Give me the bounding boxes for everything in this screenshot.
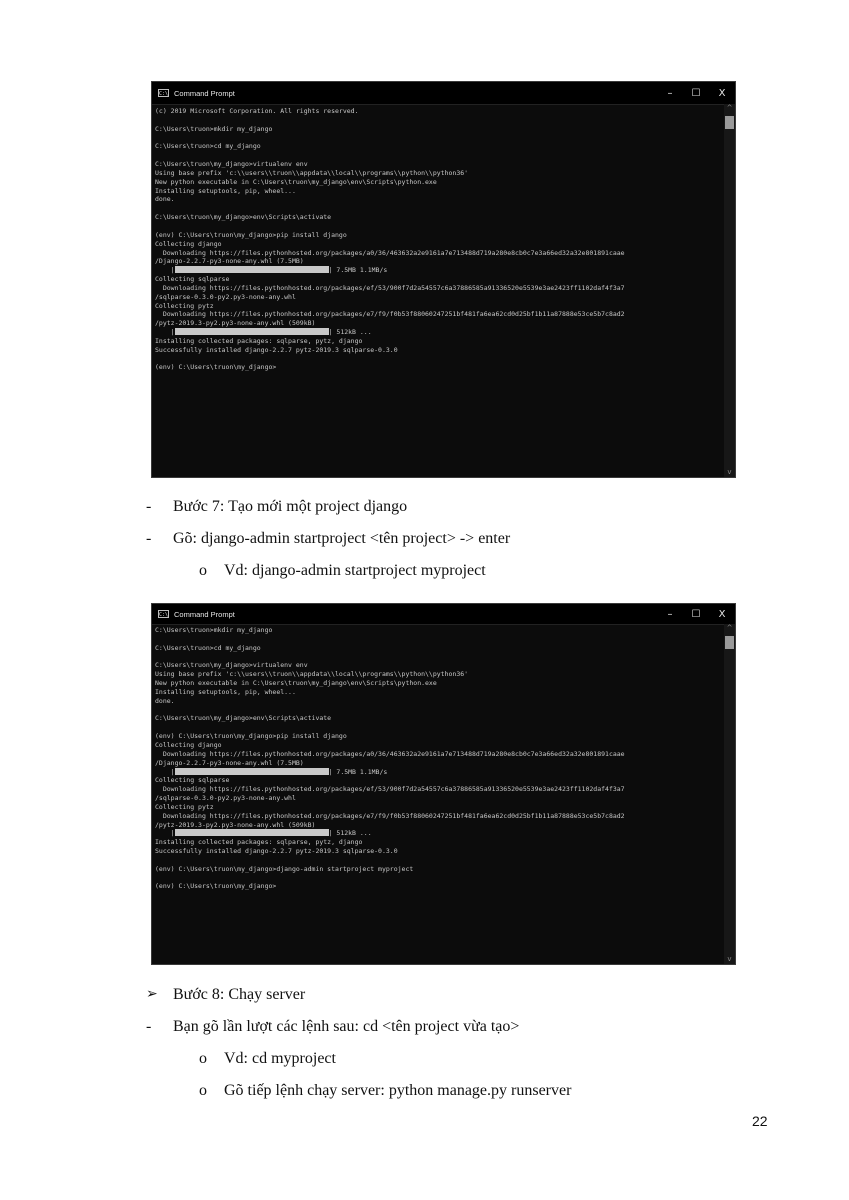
bullet-dash: - xyxy=(146,1018,152,1035)
scroll-thumb[interactable] xyxy=(725,636,734,649)
console-line xyxy=(155,874,721,883)
console-line: Installing collected packages: sqlparse, pytz, django xyxy=(155,336,363,345)
console-line: Using base prefix 'c:\\users\\truon\\appdata\\local\\programs\\python\\python36' xyxy=(155,168,469,177)
minimize-button[interactable]: – xyxy=(667,608,673,620)
console-line: C:\Users\truon>mkdir my_django xyxy=(155,124,273,133)
console-line: Using base prefix 'c:\\users\\truon\\appdata\\local\\programs\\python\\python36' xyxy=(155,670,469,679)
console-line: Collecting sqlparse xyxy=(155,776,230,785)
console-line xyxy=(155,706,721,715)
scrollbar[interactable] xyxy=(724,104,735,477)
console-output[interactable] xyxy=(152,105,735,372)
console-line: C:\Users\truon\my_django>virtualenv env xyxy=(155,160,308,169)
console-line: Collecting django xyxy=(155,239,222,248)
console-line xyxy=(155,328,721,337)
console-line xyxy=(155,116,721,125)
console-line: Successfully installed django-2.2.7 pytz-2019.3 sqlparse-0.3.0 xyxy=(155,847,398,856)
console-line: Installing setuptools, pip, wheel... xyxy=(155,186,296,195)
console-output[interactable] xyxy=(152,625,735,891)
example-cd-text: Vd: cd myproject xyxy=(224,1050,336,1067)
bullet-arrow: ➢ xyxy=(146,987,158,1002)
console-line: done. xyxy=(155,195,175,204)
console-line: /Django-2.2.7-py3-none-any.whl (7.5MB) xyxy=(155,257,304,266)
page-number: 22 xyxy=(752,1113,768,1129)
console-line: Collecting pytz xyxy=(155,301,214,310)
scrollbar[interactable] xyxy=(724,624,735,964)
console-line xyxy=(155,222,721,231)
scroll-up-icon[interactable]: ^ xyxy=(726,624,733,632)
scroll-thumb[interactable] xyxy=(725,116,734,129)
scroll-down-icon[interactable]: v xyxy=(727,468,732,476)
step-8-heading: Bước 8: Chạy server xyxy=(173,986,306,1003)
command-prompt-window-2 xyxy=(151,603,736,965)
console-line xyxy=(155,134,721,143)
console-line: C:\Users\truon>mkdir my_django xyxy=(155,626,273,634)
window-title: Command Prompt xyxy=(174,609,235,619)
console-line: /pytz-2019.3-py2.py3-none-any.whl (509kB) xyxy=(155,319,316,328)
titlebar[interactable] xyxy=(152,604,735,625)
console-line: Downloading https://files.pythonhosted.org/packages/ef/53/900f7d2a54557c6a37886585a91336520e5539e3ae2423ff1102daf4f3a7 xyxy=(155,283,625,292)
console-line: New python executable in C:\Users\truon\my_django\env\Scripts\python.exe xyxy=(155,679,437,688)
progress-bar xyxy=(175,768,329,775)
bullet-circle: o xyxy=(199,1050,207,1067)
console-line xyxy=(155,151,721,160)
scroll-up-icon[interactable]: ^ xyxy=(726,104,733,112)
progress-text: | 7.5MB 1.1MB/s xyxy=(328,266,388,275)
console-line xyxy=(155,768,721,777)
console-line: Installing collected packages: sqlparse, pytz, django xyxy=(155,838,363,847)
bullet-dash: - xyxy=(146,530,152,547)
console-line-prefix: | xyxy=(155,266,175,275)
console-line: C:\Users\truon>cd my_django xyxy=(155,142,261,151)
progress-text: | 512kB ... xyxy=(328,829,372,838)
console-line: C:\Users\truon>cd my_django xyxy=(155,643,261,652)
progress-text: | 7.5MB 1.1MB/s xyxy=(328,767,388,776)
console-line xyxy=(155,266,721,275)
console-line: done. xyxy=(155,696,175,705)
console-line xyxy=(155,653,721,662)
console-line: Downloading https://files.pythonhosted.org/packages/a0/36/463632a2e9161a7e713488d719a280e8cb0c7e3a66ed32a32e801891caae xyxy=(155,248,625,257)
console-line: C:\Users\truon\my_django>env\Scripts\activate xyxy=(155,714,332,723)
console-line: (env) C:\Users\truon\my_django>django-admin startproject myproject xyxy=(155,864,414,873)
cmd-icon: C:\ xyxy=(159,91,169,97)
console-line: Downloading https://files.pythonhosted.org/packages/a0/36/463632a2e9161a7e713488d719a280e8cb0c7e3a66ed32a32e801891caae xyxy=(155,749,625,758)
maximize-button[interactable]: ☐ xyxy=(691,87,701,99)
bullet-dash: - xyxy=(146,498,152,515)
close-button[interactable]: X xyxy=(718,608,726,620)
console-line: C:\Users\truon\my_django>env\Scripts\activate xyxy=(155,213,332,222)
console-line: (env) C:\Users\truon\my_django>pip install django xyxy=(155,230,347,239)
window-title: Command Prompt xyxy=(174,88,235,98)
console-line xyxy=(155,355,721,364)
step-7-heading: Bước 7: Tạo mới một project django xyxy=(173,498,408,515)
progress-bar xyxy=(175,266,329,273)
console-line xyxy=(155,829,721,838)
console-line xyxy=(155,204,721,213)
console-line: (c) 2019 Microsoft Corporation. All rights reserved. xyxy=(155,107,359,115)
run-commands-text: Bạn gõ lần lượt các lệnh sau: cd <tên project vừa tạo> xyxy=(173,1018,520,1035)
console-line: Collecting pytz xyxy=(155,802,214,811)
console-line: Successfully installed django-2.2.7 pytz-2019.3 sqlparse-0.3.0 xyxy=(155,345,398,354)
scroll-down-icon[interactable]: v xyxy=(727,955,732,963)
console-line-prefix: | xyxy=(155,328,175,337)
console-line: (env) C:\Users\truon\my_django> xyxy=(155,363,277,372)
run-server-text: Gõ tiếp lệnh chạy server: python manage.py runserver xyxy=(224,1082,572,1099)
console-line: Downloading https://files.pythonhosted.org/packages/e7/f9/f0b53f88060247251bf481fa6ea62cd0d25bf1b11a87888e53ce5b7c8ad2 xyxy=(155,310,625,319)
command-prompt-window-1 xyxy=(151,81,736,478)
console-line: Downloading https://files.pythonhosted.org/packages/ef/53/900f7d2a54557c6a37886585a91336520e5539e3ae2423ff1102daf4f3a7 xyxy=(155,785,625,794)
maximize-button[interactable]: ☐ xyxy=(691,608,701,620)
console-line: Collecting sqlparse xyxy=(155,275,230,284)
close-button[interactable]: X xyxy=(718,87,726,99)
console-line: /sqlparse-0.3.0-py2.py3-none-any.whl xyxy=(155,292,296,301)
console-line: New python executable in C:\Users\truon\my_django\env\Scripts\python.exe xyxy=(155,177,437,186)
progress-text: | 512kB ... xyxy=(328,328,372,337)
console-line: /Django-2.2.7-py3-none-any.whl (7.5MB) xyxy=(155,758,304,767)
example-text: Vd: django-admin startproject myproject xyxy=(224,562,486,579)
console-line-prefix: | xyxy=(155,767,175,776)
console-line: /pytz-2019.3-py2.py3-none-any.whl (509kB) xyxy=(155,820,316,829)
progress-bar xyxy=(175,328,329,335)
progress-bar xyxy=(175,829,329,836)
bullet-circle: o xyxy=(199,562,207,579)
console-line: (env) C:\Users\truon\my_django>pip install django xyxy=(155,732,347,741)
console-line xyxy=(155,635,721,644)
console-line: C:\Users\truon\my_django>virtualenv env xyxy=(155,661,308,670)
console-line: Installing setuptools, pip, wheel... xyxy=(155,687,296,696)
console-line: Downloading https://files.pythonhosted.org/packages/e7/f9/f0b53f88060247251bf481fa6ea62cd0d25bf1b11a87888e53ce5b7c8ad2 xyxy=(155,811,625,820)
titlebar[interactable] xyxy=(152,82,735,105)
console-line-prefix: | xyxy=(155,829,175,838)
console-line xyxy=(155,856,721,865)
minimize-button[interactable]: – xyxy=(667,87,673,99)
cmd-icon: C:\ xyxy=(159,612,169,618)
console-line xyxy=(155,723,721,732)
console-line: /sqlparse-0.3.0-py2.py3-none-any.whl xyxy=(155,794,296,803)
console-line: (env) C:\Users\truon\my_django> xyxy=(155,882,277,891)
console-line: Collecting django xyxy=(155,740,222,749)
type-command-text: Gõ: django-admin startproject <tên project> -> enter xyxy=(173,530,511,547)
bullet-circle: o xyxy=(199,1082,207,1099)
